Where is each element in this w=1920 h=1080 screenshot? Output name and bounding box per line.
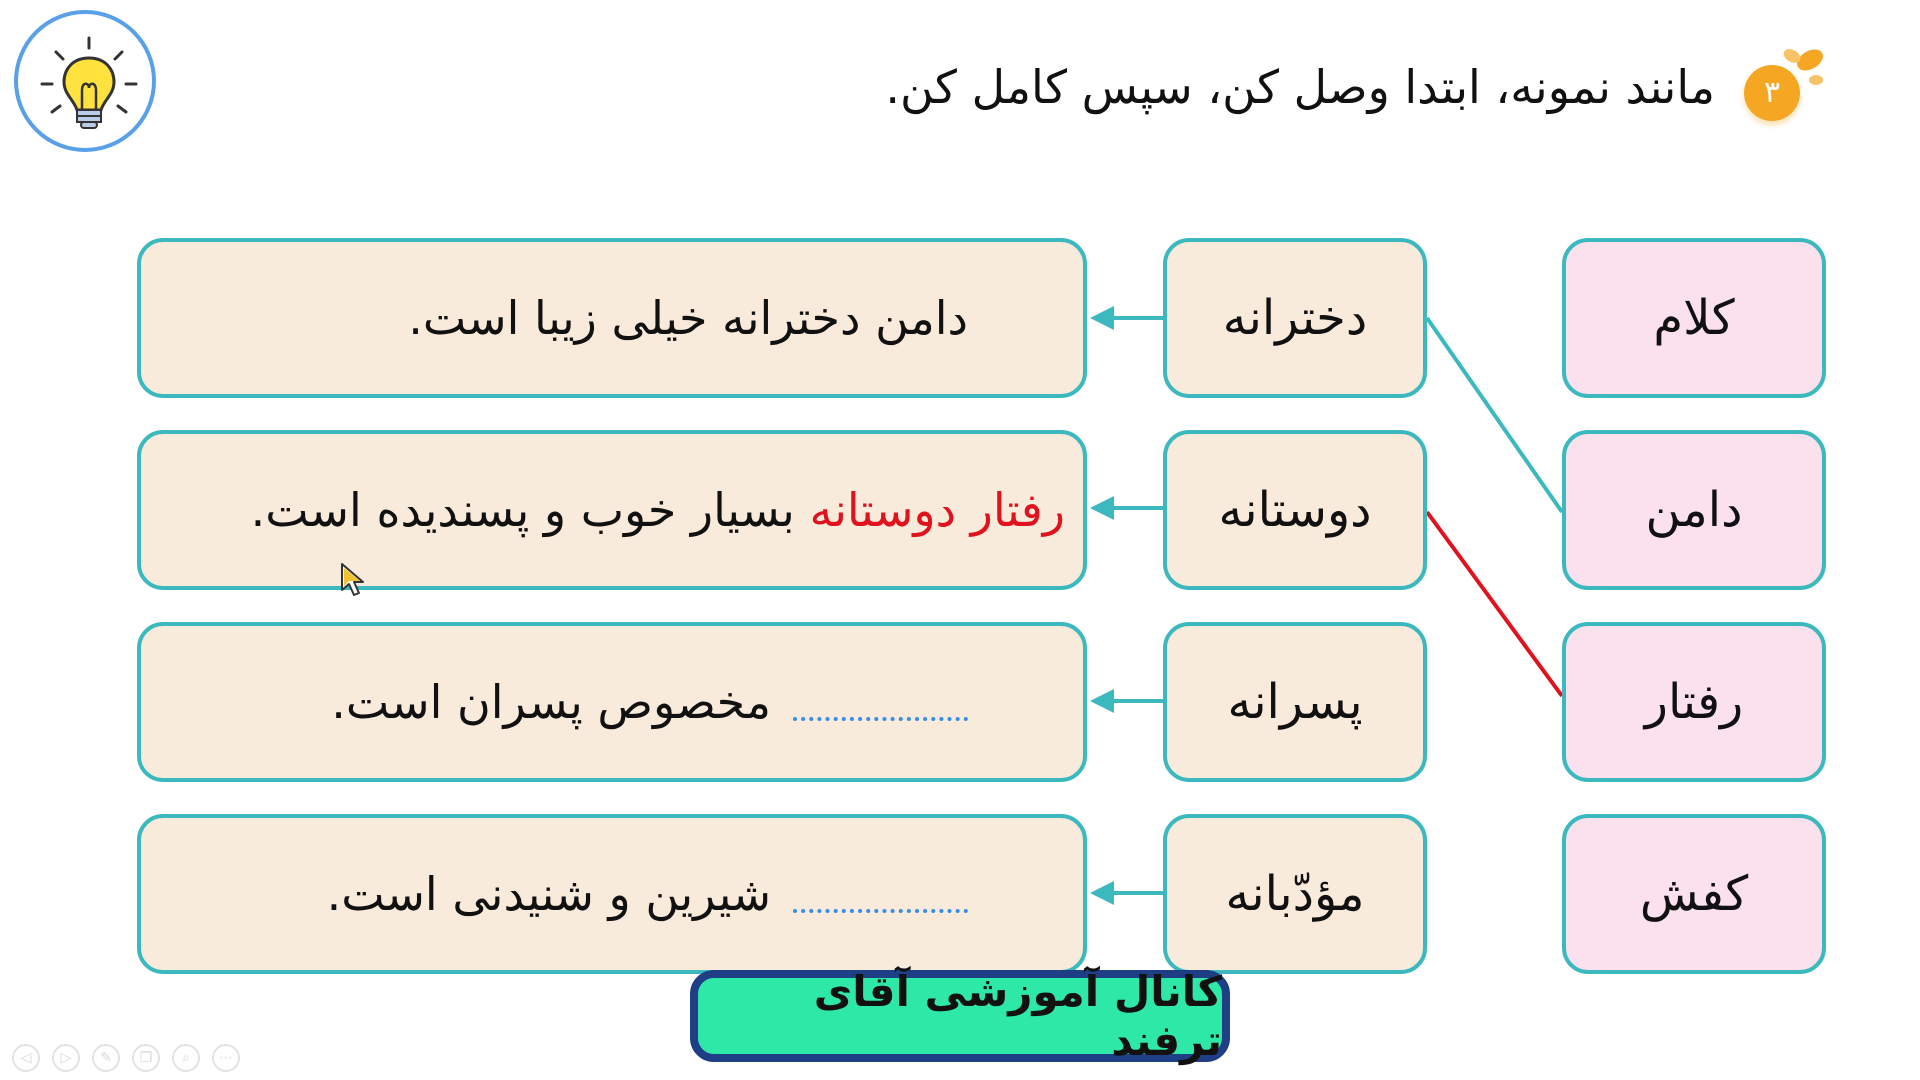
- arrow-row-4: [1090, 881, 1163, 905]
- answer-blank[interactable]: [793, 875, 968, 913]
- copy-icon[interactable]: ❐: [132, 1044, 160, 1072]
- sentence-box-3: [137, 622, 1087, 782]
- filled-answer: رفتار دوستانه: [809, 483, 1065, 537]
- adjective-box-moaddabane[interactable]: مؤدّبانه: [1163, 814, 1427, 974]
- adjective-box-dokhtarane[interactable]: دخترانه: [1163, 238, 1427, 398]
- sentence-text: مخصوص پسران است.: [331, 675, 771, 729]
- adjective-box-doostane[interactable]: دوستانه: [1163, 430, 1427, 590]
- slideshow-controls: [12, 1044, 240, 1072]
- word-box-kalam[interactable]: کلام: [1562, 238, 1826, 398]
- mouse-cursor-icon: [340, 562, 366, 598]
- word-box-raftar[interactable]: رفتار: [1562, 622, 1826, 782]
- sentence-text: بسیار خوب و پسندیده است.: [250, 483, 795, 537]
- zoom-icon[interactable]: ⌕: [172, 1044, 200, 1072]
- arrow-row-3: [1090, 689, 1163, 713]
- more-icon[interactable]: ⋯: [212, 1044, 240, 1072]
- answer-blank[interactable]: [793, 683, 968, 721]
- sentence-box-1: [137, 238, 1087, 398]
- connector-line-example: [1427, 318, 1562, 512]
- sentence-text: دامن دخترانه خیلی زیبا است.: [408, 291, 968, 345]
- arrow-row-1: [1090, 306, 1163, 330]
- pen-icon[interactable]: ✎: [92, 1044, 120, 1072]
- sentence-text: شیرین و شنیدنی است.: [326, 867, 771, 921]
- play-icon[interactable]: ▷: [52, 1044, 80, 1072]
- arrow-row-2: [1090, 496, 1163, 520]
- prev-icon[interactable]: ◁: [12, 1044, 40, 1072]
- word-box-daman[interactable]: دامن: [1562, 430, 1826, 590]
- word-box-kafsh[interactable]: کفش: [1562, 814, 1826, 974]
- connector-line-answer: [1427, 512, 1562, 696]
- channel-label: کانال آموزشی آقای ترفند: [690, 970, 1230, 1062]
- sentence-box-4: [137, 814, 1087, 974]
- exercise-number-badge: ۳: [1744, 65, 1800, 121]
- sentence-box-2: [137, 430, 1087, 590]
- adjective-box-pesarane[interactable]: پسرانه: [1163, 622, 1427, 782]
- instruction-text: مانند نمونه، ابتدا وصل کن، سپس کامل کن.: [885, 60, 1715, 114]
